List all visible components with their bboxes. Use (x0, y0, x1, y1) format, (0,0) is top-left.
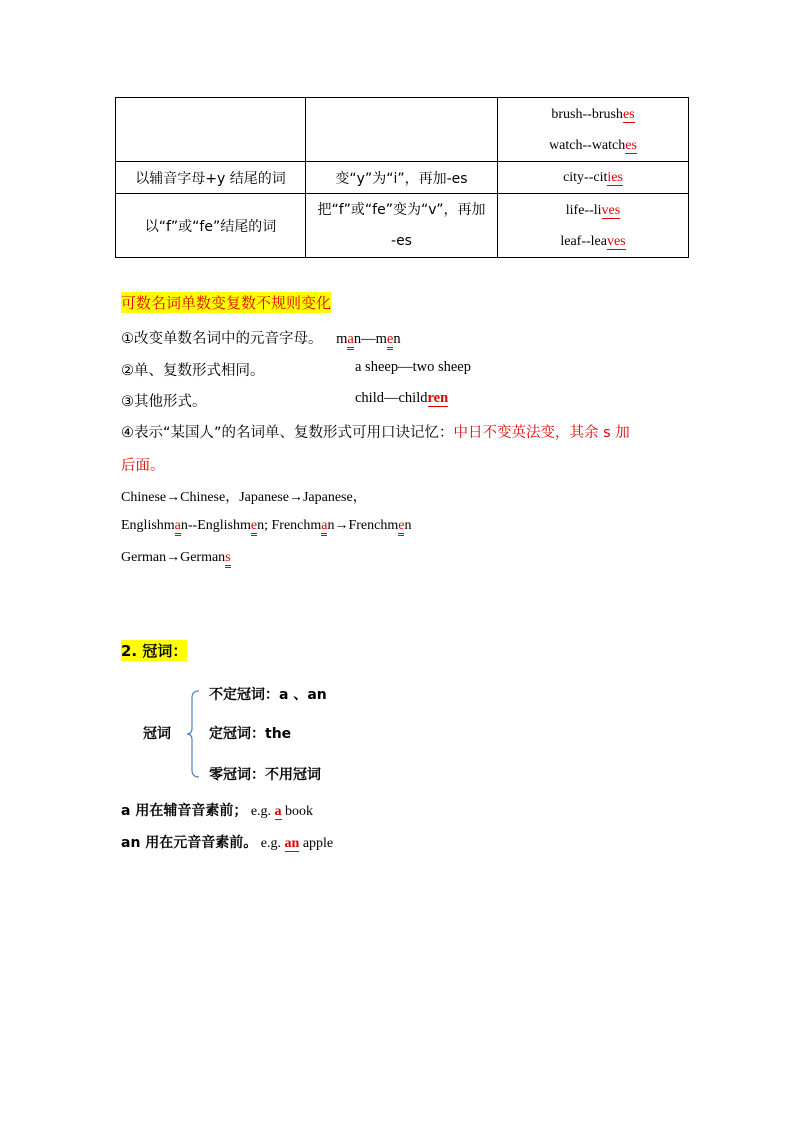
an-rule: an 用在元音音素前。 e.g. an apple (121, 835, 334, 851)
example-cell (498, 162, 689, 194)
example-base: leaf--lea (560, 233, 607, 249)
articles-heading: 2. 冠词： (121, 642, 188, 660)
item-text: ②单、复数形式相同。 (121, 363, 265, 379)
method-cell: 变“y”为“i”，再加-es (306, 162, 498, 194)
method-line: -es (391, 232, 412, 249)
table-row (116, 98, 689, 162)
irregular-item-3 (121, 390, 449, 411)
example: man—men (336, 331, 400, 347)
rule-cell: 以辅音字母+y 结尾的词 (116, 162, 306, 194)
table-row (116, 194, 689, 258)
example: child—children (355, 390, 449, 406)
irregular-item-2 (121, 359, 471, 380)
rule-cell: 以“f”或“fe”结尾的词 (116, 194, 306, 258)
rhyme-text: 中日不变英法变，其余 s 加 (453, 425, 630, 441)
item-text: ④表示“某国人”的名词单、复数形式可用口诀记忆： (121, 425, 454, 441)
example-suffix: es (625, 137, 637, 153)
example-base: life--li (565, 202, 602, 218)
example-cell (498, 194, 689, 258)
method-line: 把“f”或“fe”变为“v”，再加 (317, 201, 486, 218)
example: a sheep—two sheep (355, 359, 471, 375)
rhyme-continuation: 后面。 (121, 458, 165, 474)
example-cell (498, 98, 689, 162)
table-row (116, 162, 689, 194)
plural-rules-table (115, 97, 689, 258)
a-rule: a 用在辅音音素前； e.g. a book (121, 803, 314, 819)
articles-label: 冠词 (143, 726, 171, 742)
example-suffix: es (622, 106, 635, 122)
irregular-heading: 可数名词单数变复数不规则变化 (121, 294, 332, 312)
example-suffix: ves (601, 202, 621, 218)
irregular-item-1 (121, 327, 401, 348)
method-cell (306, 194, 498, 258)
definite-article: 定冠词：the (209, 726, 292, 742)
zero-article: 零冠词：不用冠词 (209, 767, 321, 783)
item-text: ①改变单数名词中的元音字母。 (121, 331, 323, 347)
method-cell (306, 98, 498, 162)
example-line: Englishman--Englishmen; Frenchman→Frenchmen (121, 518, 411, 534)
brace-icon (186, 690, 200, 778)
rule-cell (116, 98, 306, 162)
example-base: brush--brush (551, 106, 623, 122)
example-line: German→Germans (121, 550, 231, 566)
indefinite-article: 不定冠词：a 、an (209, 687, 327, 703)
example-base: watch--watch (549, 137, 626, 153)
item-text: ③其他形式。 (121, 394, 207, 410)
example-suffix: ies (607, 169, 623, 185)
example-line: Chinese→Chinese，Japanese→Japanese， (121, 490, 367, 505)
example-base: city--cit (563, 169, 608, 185)
example-suffix: ves (606, 233, 626, 249)
irregular-item-4 (121, 421, 630, 442)
